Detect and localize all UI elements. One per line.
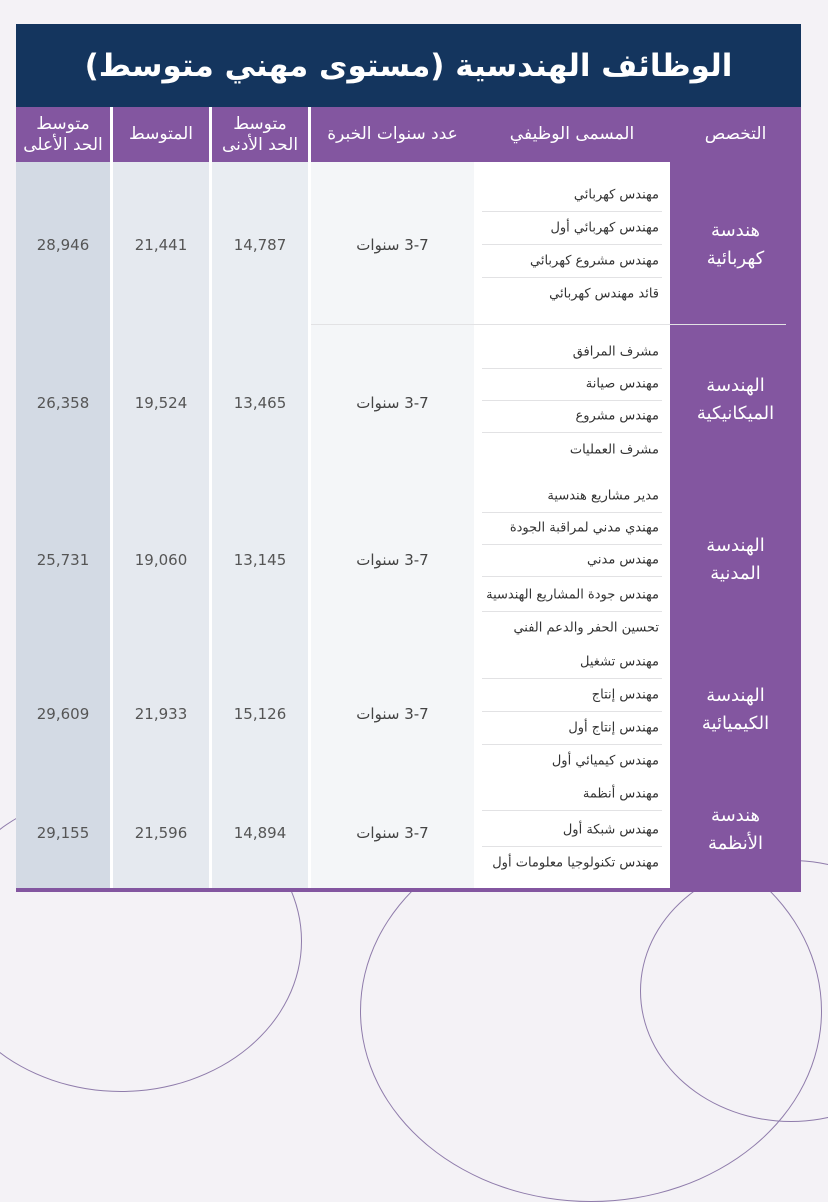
min-avg-value: 13,145 <box>233 551 287 569</box>
job-separator <box>482 711 662 712</box>
job-title-item: مهندس شبكة أول <box>562 822 659 838</box>
job-title-item: مهندس إنتاج <box>591 687 659 703</box>
salary-table <box>16 24 801 892</box>
job-title-item: مهندس كهربائي أول <box>550 220 659 236</box>
column-avg <box>113 162 209 888</box>
job-title-item: مدير مشاريع هندسية <box>547 488 659 504</box>
job-separator <box>482 544 662 545</box>
job-separator <box>482 368 662 369</box>
column-min-avg <box>212 162 308 888</box>
job-title-item: مهندس كهربائي <box>573 187 659 203</box>
min-avg-value: 14,787 <box>233 236 287 254</box>
job-title-item: مشرف المرافق <box>572 344 659 360</box>
job-separator <box>482 846 662 847</box>
header-job-title: المسمى الوظيفي <box>474 107 670 162</box>
table-bottom-border <box>16 888 801 892</box>
table-title: الوظائف الهندسية (مستوى مهني متوسط) <box>16 24 801 107</box>
job-separator <box>482 432 662 433</box>
max-avg-value: 29,155 <box>36 824 90 842</box>
job-title-item: مهندس أنظمة <box>582 786 659 802</box>
max-avg-value: 28,946 <box>36 236 90 254</box>
header-specialization: التخصص <box>670 107 801 162</box>
experience-value: 3-7 سنوات <box>356 824 429 842</box>
experience-value: 3-7 سنوات <box>356 394 429 412</box>
min-avg-value: 14,894 <box>233 824 287 842</box>
job-title-item: مهندس تكنولوجيا معلومات أول <box>492 855 659 871</box>
min-avg-value: 15,126 <box>233 705 287 723</box>
job-separator <box>482 576 662 577</box>
job-title-item: مهندس مشروع كهربائي <box>530 253 659 269</box>
avg-value: 19,524 <box>134 394 188 412</box>
job-separator <box>482 400 662 401</box>
job-separator <box>482 512 662 513</box>
experience-value: 3-7 سنوات <box>356 705 429 723</box>
job-title-item: مهندس إنتاج أول <box>568 720 659 736</box>
header-avg: المتوسط <box>113 107 209 162</box>
avg-value: 19,060 <box>134 551 188 569</box>
job-separator <box>482 744 662 745</box>
job-separator <box>482 277 662 278</box>
avg-value: 21,596 <box>134 824 188 842</box>
experience-value: 3-7 سنوات <box>356 236 429 254</box>
specialization-label: الهندسة المدنية <box>706 535 765 584</box>
column-experience <box>311 162 474 888</box>
job-separator <box>482 678 662 679</box>
job-title-item: مهندس مدني <box>587 552 659 568</box>
max-avg-value: 26,358 <box>36 394 90 412</box>
avg-value: 21,441 <box>134 236 188 254</box>
row-separator <box>311 324 786 325</box>
job-title-item: قائد مهندس كهربائي <box>549 286 659 302</box>
max-avg-value: 25,731 <box>36 551 90 569</box>
job-title-item: مهندس مشروع <box>575 408 659 424</box>
job-separator <box>482 611 662 612</box>
job-title-item: مهندس صيانة <box>585 376 659 392</box>
job-separator <box>482 810 662 811</box>
job-title-item: مهندي مدني لمراقبة الجودة <box>509 520 659 536</box>
job-title-item: مهندس تشغيل <box>580 654 659 670</box>
experience-value: 3-7 سنوات <box>356 551 429 569</box>
max-avg-value: 29,609 <box>36 705 90 723</box>
job-title-item: مهندس جودة المشاريع الهندسية <box>486 587 659 603</box>
job-title-item: مهندس كيميائي أول <box>551 753 659 769</box>
specialization-label: الهندسة الميكانيكية <box>696 375 775 424</box>
job-separator <box>482 211 662 212</box>
job-title-item: تحسين الحفر والدعم الفني <box>513 620 659 636</box>
specialization-label: هندسة الأنظمة <box>707 805 764 854</box>
header-min-avg: متوسط الحد الأدنى <box>212 107 308 162</box>
header-max-avg: متوسط الحد الأعلى <box>16 107 110 162</box>
header-experience: عدد سنوات الخبرة <box>311 107 474 162</box>
specialization-label: الهندسة الكيميائية <box>701 685 770 734</box>
job-title-item: مشرف العمليات <box>569 442 659 458</box>
job-separator <box>482 244 662 245</box>
column-max-avg <box>16 162 110 888</box>
avg-value: 21,933 <box>134 705 188 723</box>
specialization-label: هندسة كهربائية <box>706 220 765 269</box>
min-avg-value: 13,465 <box>233 394 287 412</box>
